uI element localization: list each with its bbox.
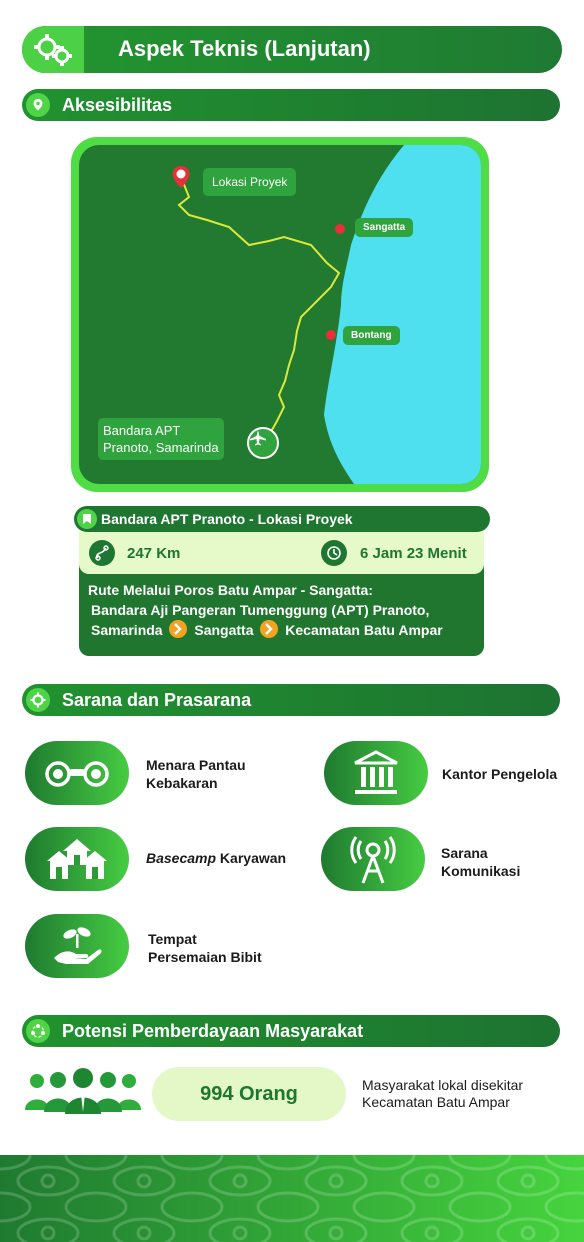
people-description: Masyarakat lokal disekitar Kecamatan Batu Ampar <box>362 1077 524 1110</box>
sangatta-marker <box>335 224 345 234</box>
footer-pattern <box>0 1155 584 1242</box>
arrow-right-icon <box>260 620 278 638</box>
bontang-label: Bontang <box>343 326 400 345</box>
project-location-label: Lokasi Proyek <box>203 168 296 196</box>
section-aksesibilitas <box>22 89 560 121</box>
section-title: Potensi Pemberdayaan Masyarakat <box>62 1021 364 1041</box>
sangatta-label: Sangatta <box>355 218 413 237</box>
route-stats <box>79 532 484 574</box>
section-title: Aksesibilitas <box>62 95 173 115</box>
section-title: Sarana dan Prasarana <box>62 690 252 710</box>
binoculars-icon <box>25 741 129 805</box>
project-location-icon <box>171 165 191 189</box>
seedling-hand-icon <box>25 914 129 978</box>
page-header <box>22 26 562 73</box>
people-count: 994 Orang <box>152 1067 346 1121</box>
arrow-right-icon <box>169 620 187 638</box>
bontang-marker <box>326 330 336 340</box>
route-title: Bandara APT Pranoto - Lokasi Proyek <box>101 511 353 527</box>
facility-label: Tempat Persemaian Bibit <box>148 931 262 965</box>
location-pin-icon <box>26 93 50 117</box>
route-map <box>71 137 489 492</box>
route-info-card <box>79 532 484 656</box>
airport-label: Bandara APT Pranoto, Samarinda <box>98 418 224 460</box>
gears-icon <box>22 26 84 73</box>
route-title-bar <box>74 506 490 532</box>
route-distance: 247 Km <box>127 545 181 562</box>
airplane-icon <box>247 427 279 459</box>
section-masyarakat <box>22 1015 560 1047</box>
community-icon <box>26 1019 50 1043</box>
route-distance-icon <box>89 540 115 566</box>
facility-label: Menara Pantau Kebakaran <box>146 757 246 791</box>
building-icon <box>324 741 428 805</box>
clock-icon <box>321 540 347 566</box>
gear-icon <box>26 688 50 712</box>
section-sarana <box>22 684 560 716</box>
facility-label: Sarana Komunikasi <box>441 845 521 879</box>
antenna-tower-icon <box>321 827 425 891</box>
route-description: Rute Melalui Poros Batu Ampar - Sangatta: Bandara Aji Pangeran Tumenggung (APT) Pranoto, Samarinda Sangatta Kecamatan Batu Ampar <box>88 582 443 638</box>
route-duration: 6 Jam 23 Menit <box>360 545 467 562</box>
people-group-icon <box>25 1068 141 1114</box>
houses-icon <box>25 827 129 891</box>
flag-icon <box>77 509 97 529</box>
facility-label: Kantor Pengelola <box>442 766 558 782</box>
batik-pattern <box>0 1155 584 1242</box>
facility-label: Basecamp Karyawan <box>146 850 287 866</box>
page-title: Aspek Teknis (Lanjutan) <box>118 36 371 61</box>
